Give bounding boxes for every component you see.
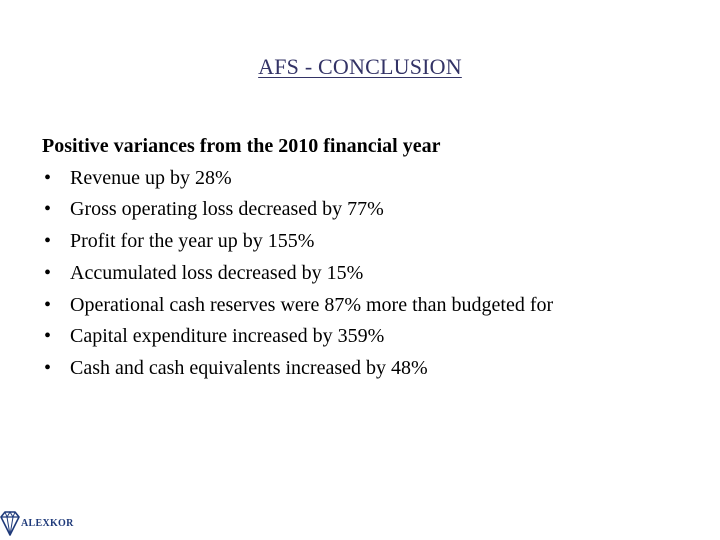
section-heading: Positive variances from the 2010 financial year [42,135,441,157]
bullet-text: Revenue up by 28% [70,166,232,189]
bullet-text: Cash and cash equivalents increased by 48% [70,356,428,379]
slide-content [42,131,702,385]
bullet-item [42,353,702,385]
bullet-item [42,163,702,195]
bullet-item [42,226,702,258]
bullet-text: Profit for the year up by 155% [70,230,315,253]
bullet-dot: • [44,230,52,253]
bullet-item [42,258,702,290]
logo-text: ALEXKOR [21,517,74,529]
bullet-item [42,321,702,353]
bullet-text: Capital expenditure increased by 359% [70,325,385,348]
bullet-dot: • [44,293,52,316]
bullet-dot: • [44,325,52,348]
bullet-list [42,163,702,385]
bullet-item [42,194,702,226]
bullet-text: Gross operating loss decreased by 77% [70,198,384,221]
bullet-dot: • [44,166,52,189]
bullet-dot: • [44,261,52,284]
bullet-dot: • [44,198,52,221]
bullet-text: Accumulated loss decreased by 15% [70,261,364,284]
bullet-text: Operational cash reserves were 87% more than budgeted for [70,293,554,316]
diamond-icon [0,509,20,537]
bullet-item [42,290,702,322]
company-logo [0,506,74,540]
bullet-dot: • [44,356,52,379]
slide-title: AFS - CONCLUSION [258,54,462,79]
